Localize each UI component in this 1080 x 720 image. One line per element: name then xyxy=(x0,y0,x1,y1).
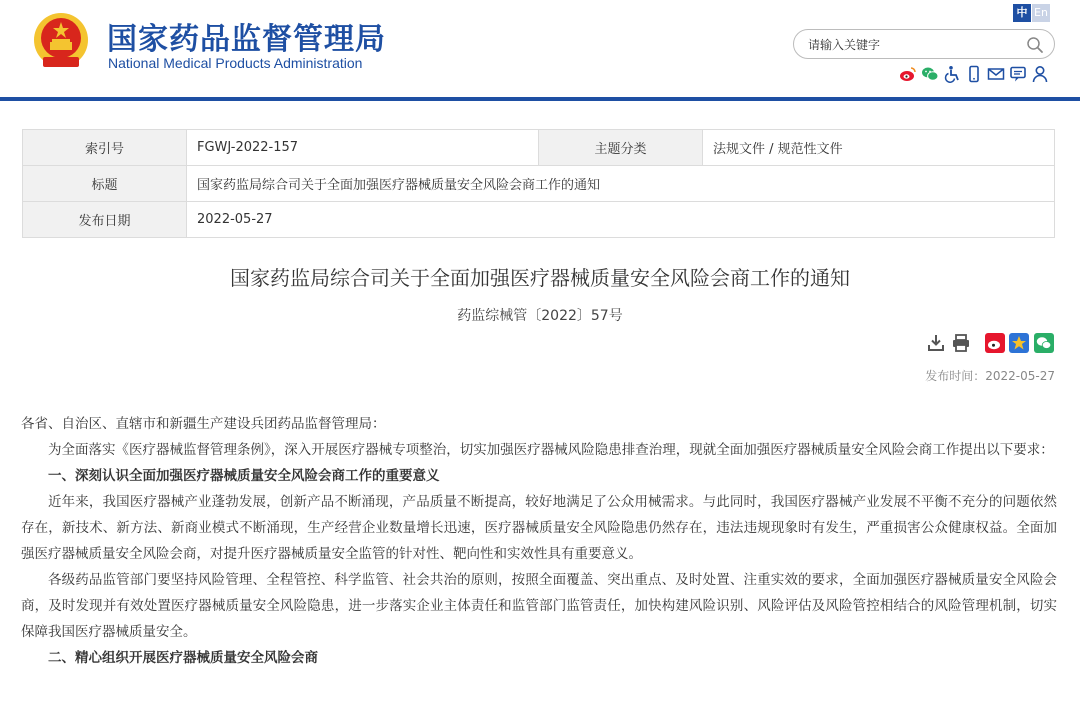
header-divider xyxy=(0,97,1080,101)
language-zh-toggle[interactable]: 中 xyxy=(1013,4,1031,22)
category-label: 主题分类 xyxy=(539,130,703,166)
publish-time-value: 2022-05-27 xyxy=(985,369,1055,383)
section-heading-1: 一、深刻认识全面加强医疗器械质量安全风险会商工作的重要意义 xyxy=(48,468,440,484)
article-body xyxy=(21,411,1057,671)
publish-time xyxy=(925,367,1055,384)
weibo-icon[interactable] xyxy=(899,65,917,83)
publish-time-label: 发布时间： xyxy=(925,369,986,383)
section-heading-2: 二、精心组织开展医疗器械质量安全风险会商 xyxy=(48,650,318,666)
search-icon[interactable] xyxy=(1026,36,1044,54)
mail-icon[interactable] xyxy=(987,65,1005,83)
mobile-icon[interactable] xyxy=(965,65,983,83)
print-icon[interactable] xyxy=(951,333,971,353)
accessibility-icon[interactable] xyxy=(943,65,961,83)
site-header xyxy=(0,0,1080,98)
national-emblem-icon xyxy=(33,11,89,71)
date-label: 发布日期 xyxy=(23,202,187,238)
wechat-icon[interactable] xyxy=(921,65,939,83)
user-icon[interactable] xyxy=(1031,65,1049,83)
header-tools xyxy=(899,65,1049,83)
search-input[interactable] xyxy=(808,35,1018,54)
article-title: 国家药监局综合司关于全面加强医疗器械质量安全风险会商工作的通知 xyxy=(230,266,850,290)
table-row xyxy=(23,166,1055,202)
document-meta-table xyxy=(22,129,1055,238)
paragraph-2: 各级药品监管部门要坚持风险管理、全程管控、科学监管、社会共治的原则，按照全面覆盖、突出重点、及时处置、注重实效的要求，全面加强医疗器械质量安全风险会商，及时发现并有效处置医疗器械质量安全风险隐患，进一步落实企业主体责任和监管部门监管责任，加快构建风险识别、风险评估及风险管控相结合的风险管理机制，切实保障我国医疗器械质量安全。 xyxy=(21,572,1057,640)
salutation: 各省、自治区、直辖市和新疆生产建设兵团药品监督管理局： xyxy=(21,416,386,432)
share-favorite-icon[interactable] xyxy=(1009,333,1029,353)
category-value: 法规文件 / 规范性文件 xyxy=(703,130,1055,166)
table-row xyxy=(23,202,1055,238)
share-wechat-icon[interactable] xyxy=(1034,333,1054,353)
search-box xyxy=(793,29,1055,59)
download-icon[interactable] xyxy=(926,333,946,353)
document-number: 药监综械管〔2022〕57号 xyxy=(457,308,623,324)
table-row xyxy=(23,130,1055,166)
index-label: 索引号 xyxy=(23,130,187,166)
chat-icon[interactable] xyxy=(1009,65,1027,83)
paragraph-1: 近年来，我国医疗器械产业蓬勃发展，创新产品不断涌现，产品质量不断提高，较好地满足了公众用械需求。与此同时，我国医疗器械产业发展不平衡不充分的问题依然存在，新技术、新方法、新商业模式不断涌现，生产经营企业数量增长迅速，医疗器械质量安全风险隐患仍然存在，违法违规现象时有发生，严重损害公众健康权益。全面加强医疗器械质量安全风险会商，对提升医疗器械质量安全监管的针对性、靶向性和实效性具有重要意义。 xyxy=(21,494,1057,562)
site-title-en: National Medical Products Administration xyxy=(108,55,363,71)
title-value: 国家药监局综合司关于全面加强医疗器械质量安全风险会商工作的通知 xyxy=(187,166,1055,202)
site-title-cn: 国家药品监督管理局 xyxy=(107,22,386,57)
share-weibo-icon[interactable] xyxy=(985,333,1005,353)
language-en-toggle[interactable]: En xyxy=(1032,4,1050,22)
index-value: FGWJ-2022-157 xyxy=(187,130,539,166)
date-value: 2022-05-27 xyxy=(187,202,1055,238)
intro-paragraph: 为全面落实《医疗器械监督管理条例》，深入开展医疗器械专项整治，切实加强医疗器械风险隐患排查治理，现就全面加强医疗器械质量安全风险会商工作提出以下要求： xyxy=(48,442,1054,458)
title-label: 标题 xyxy=(23,166,187,202)
